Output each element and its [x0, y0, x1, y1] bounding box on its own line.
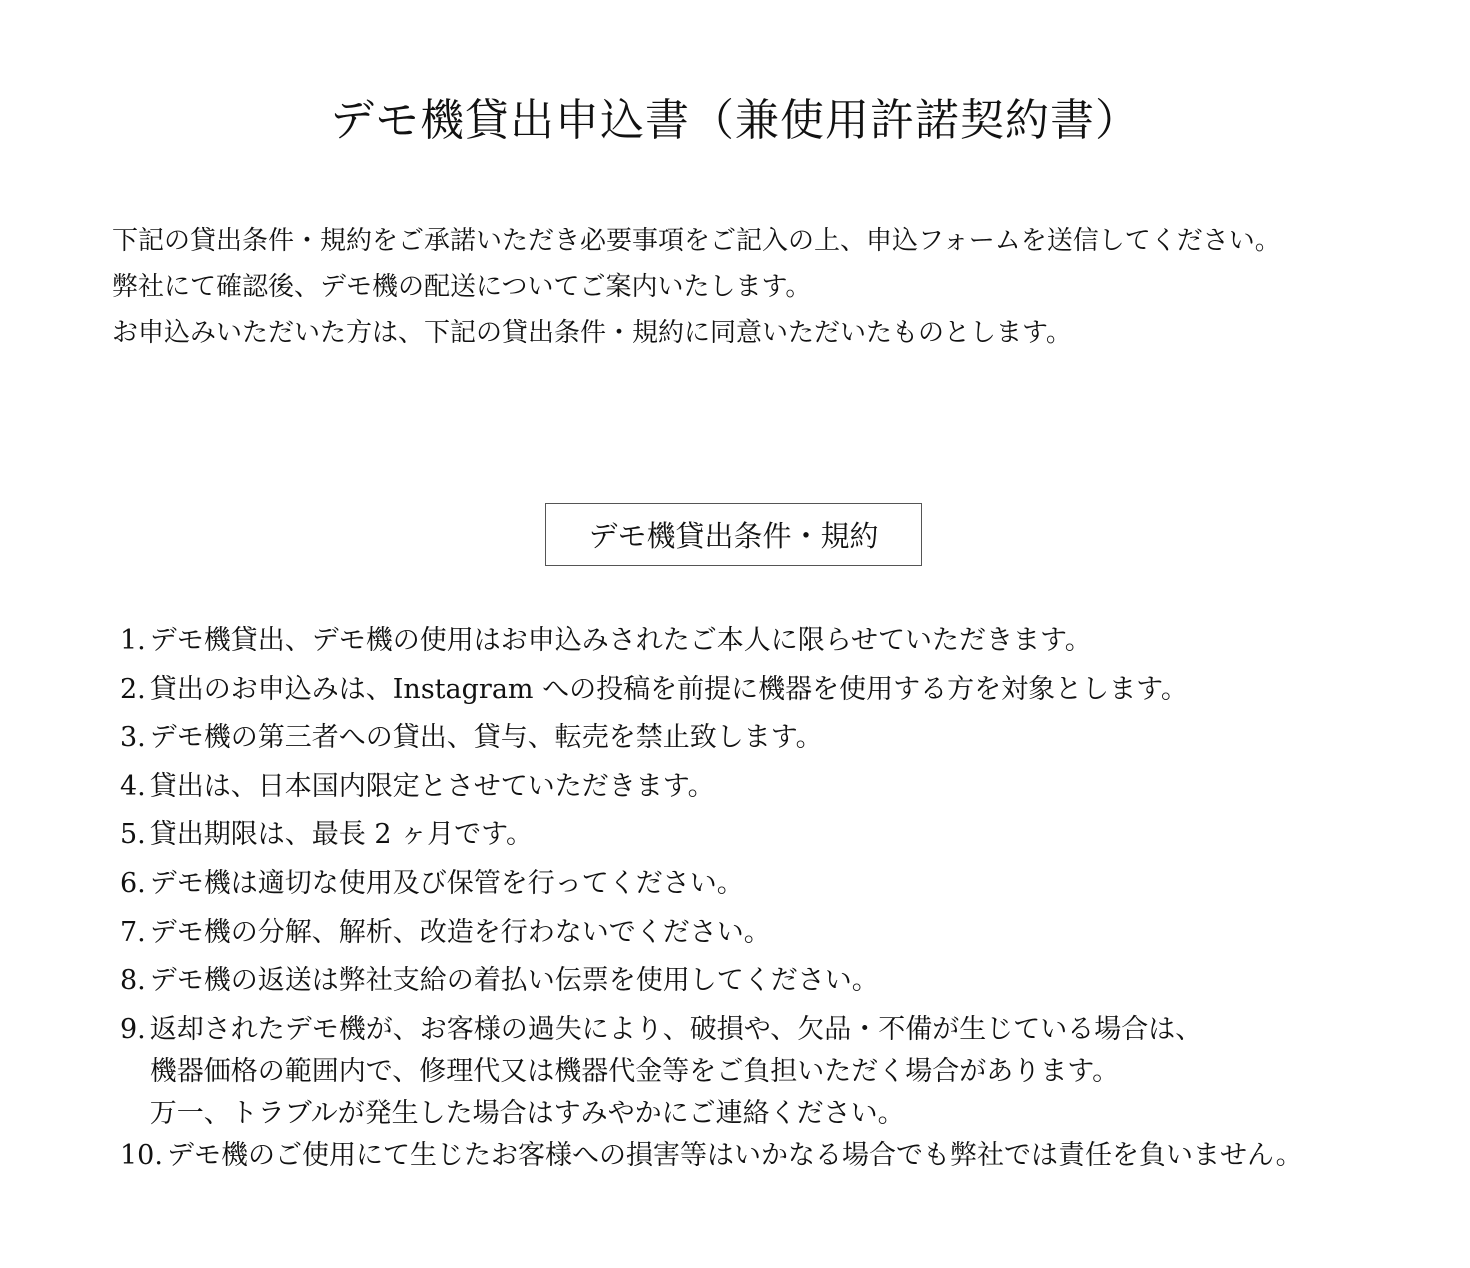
- term-number: 1.: [120, 625, 146, 656]
- term-item: [120, 766, 1440, 808]
- term-number: 7.: [120, 916, 146, 948]
- term-text: デモ機貸出、デモ機の使用はお申込みされたご本人に限らせていただきます。: [149, 625, 1092, 656]
- term-item: [120, 620, 1440, 662]
- term-item: [120, 1135, 1440, 1177]
- term-number: 6.: [120, 867, 146, 899]
- term-text: デモ機の分解、解析、改造を行わないでください。: [149, 916, 771, 948]
- term-item: [120, 1009, 1440, 1135]
- term-number: 9.: [120, 1013, 146, 1045]
- intro-line: お申込みいただいた方は、下記の貸出条件・規約に同意いただいたものとします。: [112, 318, 1072, 348]
- intro-text: [112, 218, 1412, 356]
- terms-list: [120, 620, 1440, 1183]
- term-text: 万一、トラブルが発生した場合はすみやかにご連絡ください。: [149, 1097, 905, 1129]
- intro-line: 下記の貸出条件・規約をご承諾いただき必要事項をご記入の上、申込フォームを送信してください。: [112, 226, 1281, 256]
- term-text: 貸出のお申込みは、Instagram への投稿を前提に機器を使用する方を対象とします。: [149, 673, 1188, 705]
- section-heading-box: [545, 503, 922, 566]
- term-text: 返却されたデモ機が、お客様の過失により、破損や、欠品・不備が生じている場合は、: [149, 1013, 1203, 1045]
- section-heading: デモ機貸出条件・規約: [588, 519, 879, 553]
- term-number: 2.: [120, 673, 146, 705]
- term-item: [120, 912, 1440, 954]
- term-text: 機器価格の範囲内で、修理代又は機器代金等をご負担いただく場合があります。: [149, 1055, 1120, 1087]
- term-text: デモ機は適切な使用及び保管を行ってください。: [149, 867, 744, 899]
- term-text: 貸出期限は、最長 2 ヶ月です。: [149, 819, 533, 851]
- page-title: デモ機貸出申込書（兼使用許諾契約書）: [330, 95, 1140, 146]
- term-number: 4.: [120, 770, 146, 802]
- term-text: デモ機の第三者への貸出、貸与、転売を禁止致します。: [149, 722, 823, 754]
- term-item: [120, 814, 1440, 856]
- term-number: 5.: [120, 819, 146, 851]
- term-text: デモ機のご使用にて生じたお客様への損害等はいかなる場合でも弊社では責任を負いません。: [166, 1139, 1303, 1171]
- term-text: デモ機の返送は弊社支給の着払い伝票を使用してください。: [149, 965, 879, 997]
- term-item: [120, 717, 1440, 759]
- term-number: 3.: [120, 722, 146, 754]
- term-item: [120, 863, 1440, 905]
- term-number: 10.: [120, 1139, 163, 1171]
- intro-line: 弊社にて確認後、デモ機の配送についてご案内いたします。: [112, 272, 812, 302]
- term-item: [120, 960, 1440, 1002]
- term-number: 8.: [120, 965, 146, 997]
- term-text: 貸出は、日本国内限定とさせていただきます。: [149, 770, 715, 802]
- term-item: [120, 669, 1440, 711]
